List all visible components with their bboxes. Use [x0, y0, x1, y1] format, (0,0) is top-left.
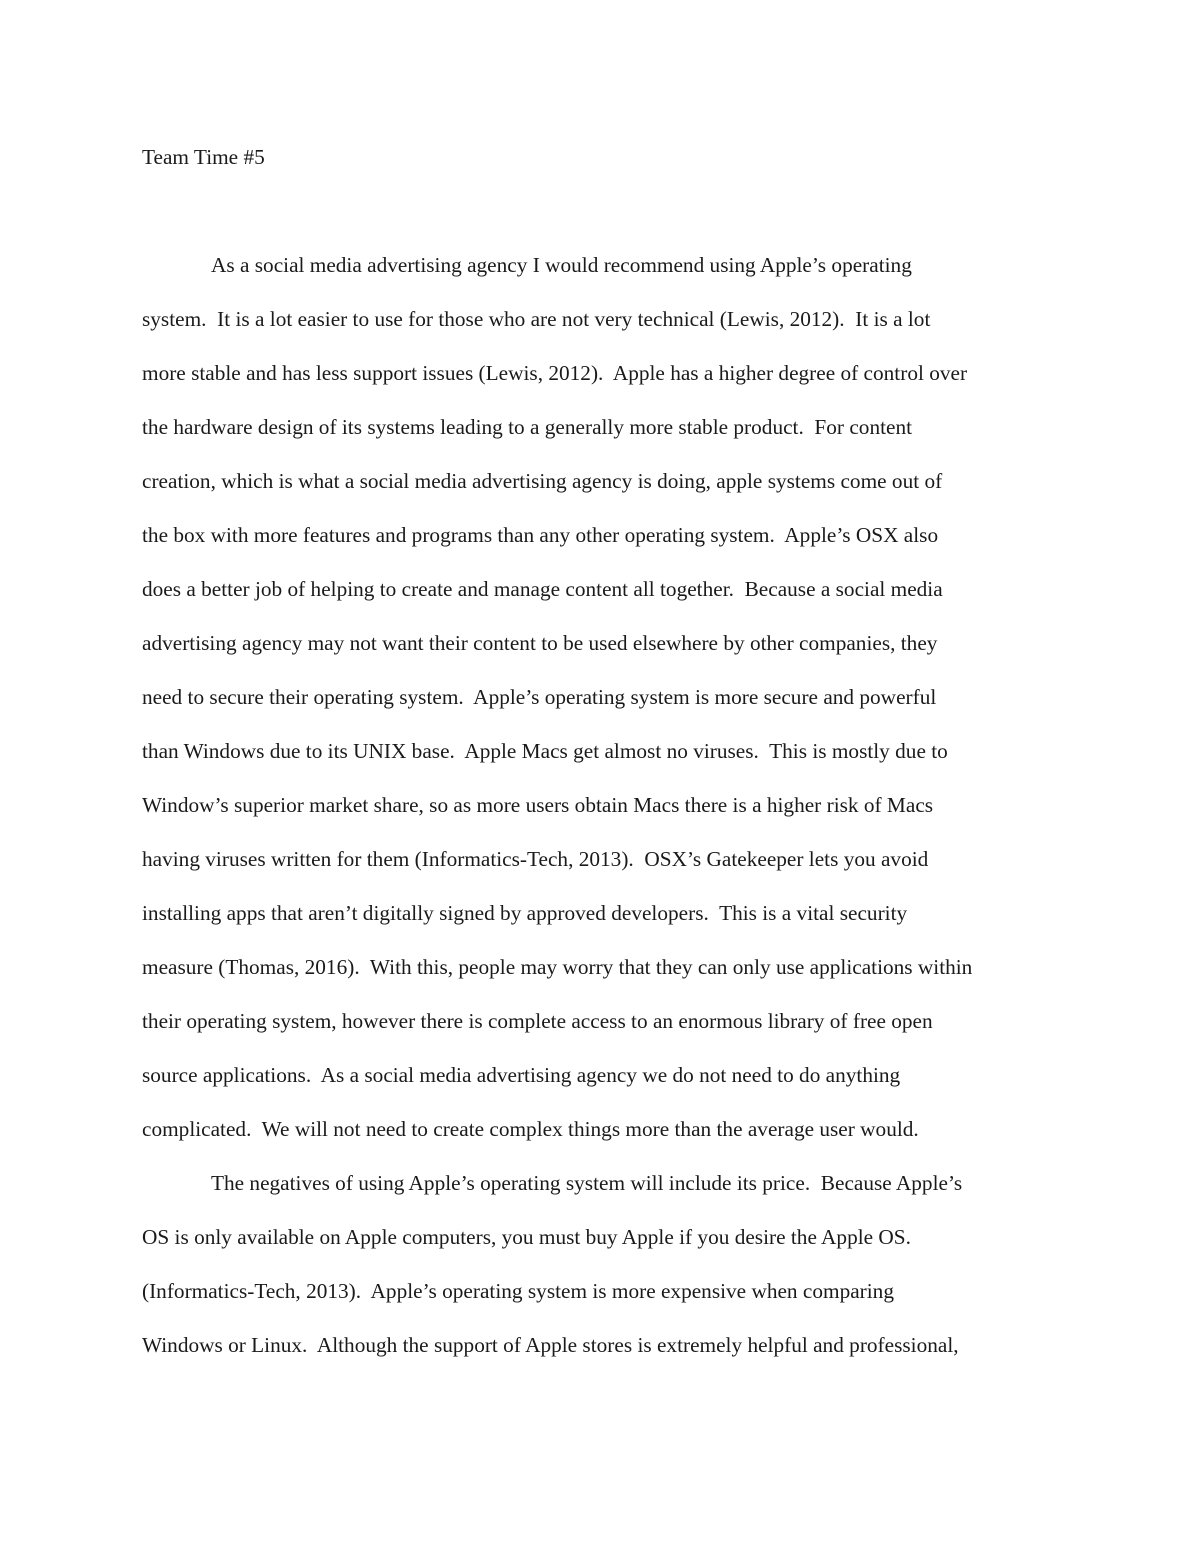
paragraph-1-line-4: the hardware design of its systems leading to a generally more stable product. For content — [142, 415, 913, 439]
paragraph-2-line-1: The negatives of using Apple’s operating system will include its price. Because Apple’s — [211, 1171, 963, 1195]
paragraph-1-line-8: advertising agency may not want their content to be used elsewhere by other companies, they — [142, 631, 938, 655]
paragraph-1-line-13: installing apps that aren’t digitally signed by approved developers. This is a vital security — [142, 901, 908, 925]
paragraph-2-line-4: Windows or Linux. Although the support of Apple stores is extremely helpful and professional, — [142, 1333, 959, 1357]
paragraph-1-line-14: measure (Thomas, 2016). With this, people may worry that they can only use applications within — [142, 955, 973, 979]
paragraph-1-line-7: does a better job of helping to create and manage content all together. Because a social media — [142, 577, 943, 601]
paragraph-1-line-15: their operating system, however there is complete access to an enormous library of free open — [142, 1009, 933, 1033]
paragraph-1-line-9: need to secure their operating system. Apple’s operating system is more secure and powerful — [142, 685, 937, 709]
paragraph-1-line-16: source applications. As a social media advertising agency we do not need to do anything — [142, 1063, 901, 1087]
paragraph-1-line-3: more stable and has less support issues (Lewis, 2012). Apple has a higher degree of control over — [142, 361, 968, 385]
document-title: Team Time #5 — [142, 145, 265, 169]
paragraph-1-line-1: As a social media advertising agency I would recommend using Apple’s operating — [211, 253, 912, 277]
paragraph-2-line-3: (Informatics-Tech, 2013). Apple’s operating system is more expensive when comparing — [142, 1279, 894, 1303]
paragraph-1-line-2: system. It is a lot easier to use for those who are not very technical (Lewis, 2012). It is a lot — [142, 307, 931, 331]
paragraph-1-line-17: complicated. We will not need to create complex things more than the average user would. — [142, 1117, 919, 1141]
paragraph-2-line-2: OS is only available on Apple computers, you must buy Apple if you desire the Apple OS. — [142, 1225, 911, 1249]
paragraph-1-line-6: the box with more features and programs than any other operating system. Apple’s OSX also — [142, 523, 939, 547]
paragraph-1-line-11: Window’s superior market share, so as more users obtain Macs there is a higher risk of Macs — [142, 793, 934, 817]
paragraph-1-line-5: creation, which is what a social media advertising agency is doing, apple systems come out of — [142, 469, 943, 493]
paragraph-1-line-10: than Windows due to its UNIX base. Apple Macs get almost no viruses. This is mostly due to — [142, 739, 948, 763]
paragraph-1-line-12: having viruses written for them (Informatics-Tech, 2013). OSX’s Gatekeeper lets you avoid — [142, 847, 929, 871]
